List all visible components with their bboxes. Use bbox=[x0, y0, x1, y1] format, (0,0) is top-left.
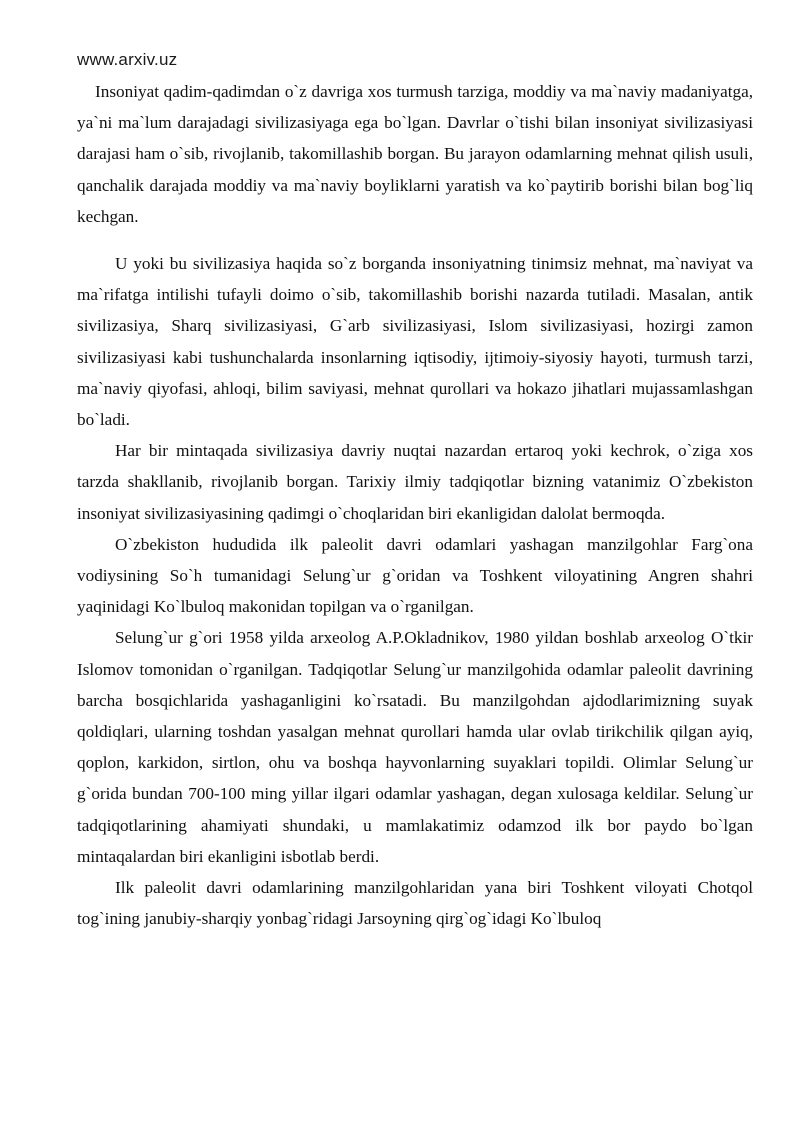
paragraph-4: O`zbekiston hududida ilk paleolit davri odamlari yashagan manzilgohlar Farg`ona vodiysining So`h tumanidagi Selung`ur g`oridan va Toshkent viloyatining Angren shahri yaqinidagi Ko`lbuloq makonidan topilgan va o`rganilgan. bbox=[77, 534, 753, 617]
paragraph-1: Insoniyat qadim-qadimdan o`z davriga xos turmush tarziga, moddiy va ma`naviy madaniyatga, ya`ni ma`lum darajadagi sivilizasiyaga ega bo`lgan. Davrlar o`tishi bilan insoniyat sivilizasiyasi darajasi ham o`sib, rivojlanib, takomillashib borgan. Bu jarayon odamlarning mehnat qilish usuli, qanchalik darajada moddiy va ma`naviy boyliklarni yaratish va ko`paytirib borishi bilan bog`liq kechgan. bbox=[77, 82, 753, 226]
paragraph-6: Ilk paleolit davri odamlarining manzilgohlaridan yana biri Toshkent viloyati Chotqol tog`ining janubiy-sharqiy yonbag`ridagi Jarsoyning qirg`og`idagi Ko`lbuloq bbox=[77, 878, 753, 929]
page-body bbox=[77, 76, 753, 934]
paragraph-5: Selung`ur g`ori 1958 yilda arxeolog A.P.Okladnikov, 1980 yildan boshlab arxeolog O`tkir Islomov tomonidan o`rganilgan. Tadqiqotlar Selung`ur manzilgohida odamlar paleolit davrining barcha bosqichlarida yashaganligini ko`rsatadi. Bu manzilgohdan ajdodlarimizning suyak qoldiqlari, ularning toshdan yasalgan mehnat qurollari hamda ular ovlab tirikchilik qilgan ayiq, qoplon, karkidon, sirtlon, ohu va boshqa hayvonlarning suyaklari topildi. Olimlar Selung`ur g`orida bundan 700-100 ming yillar ilgari odamlar yashagan, degan xulosaga keldilar. Selung`ur tadqiqotlarining ahamiyati shundaki, u mamlakatimiz odamzod ilk bor paydo bo`lgan mintaqalardan biri ekanligini isbotlab berdi. bbox=[77, 628, 753, 866]
paragraph-2: U yoki bu sivilizasiya haqida so`z borganda insoniyatning tinimsiz mehnat, ma`naviyat va ma`rifatga intilishi tufayli doimo o`sib, takomillashib borishi nazarda tutiladi. Masalan, antik sivilizasiya, Sharq sivilizasiyasi, G`arb sivilizasiyasi, Islom sivilizasiyasi, hozirgi zamon sivilizasiyasi kabi tushunchalarda insonlarning iqtisodiy, ijtimoiy-siyosiy hayoti, turmush tarzi, ma`naviy qiyofasi, ahloqi, bilim saviyasi, mehnat qurollari va hokazo jihatlari mujassamlashgan bo`ladi. bbox=[77, 254, 753, 430]
site-header: www.arxiv.uz bbox=[77, 50, 178, 69]
paragraph-3: Har bir mintaqada sivilizasiya davriy nuqtai nazardan ertaroq yoki kechrok, o`ziga xos tarzda shakllanib, rivojlanib borgan. Tarixiy ilmiy tadqiqotlar bizning vatanimiz O`zbekiston insoniyat sivilizasiyasining qadimgi o`choqlaridan biri ekanligidan dalolat bermoqda. bbox=[77, 441, 753, 523]
